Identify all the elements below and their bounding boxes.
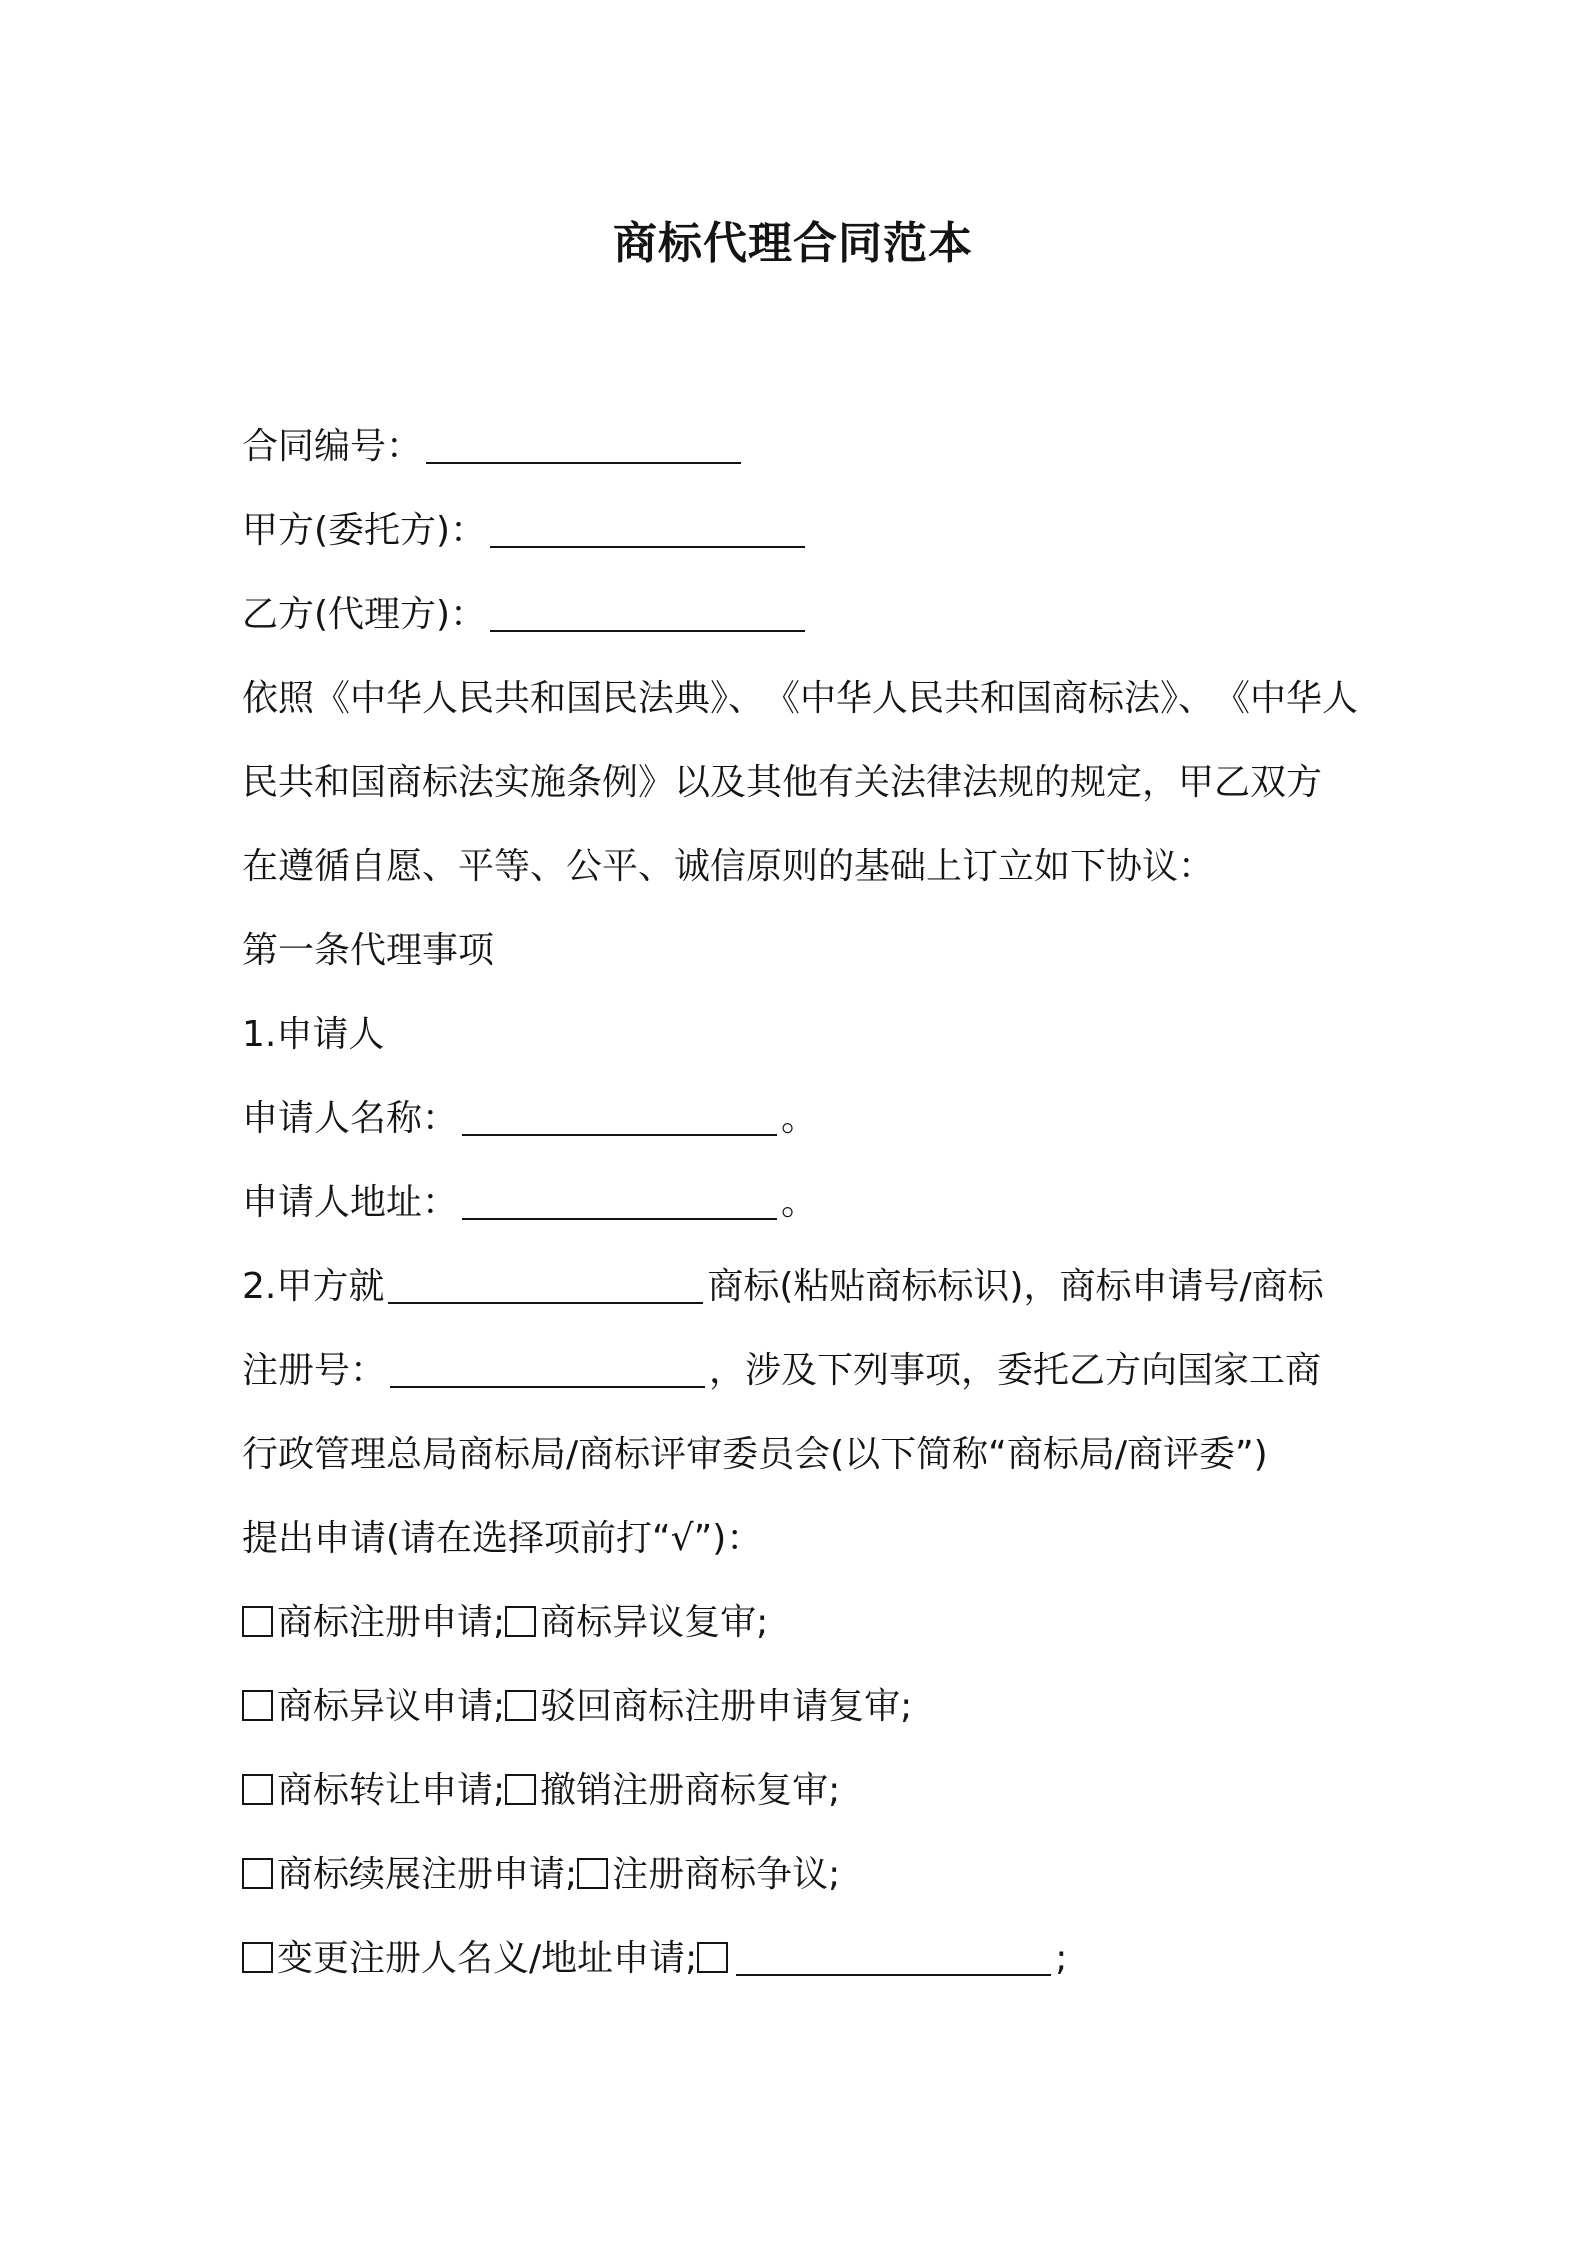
- option-label: 撤销注册商标复审;: [540, 1770, 841, 1811]
- option-label: 商标注册申请;: [277, 1602, 506, 1643]
- party-b-label: 乙方(代理方)：: [242, 594, 487, 635]
- option-row: [242, 1833, 1352, 1917]
- preamble-text: 《中华人民共和国商标法》、: [764, 678, 1215, 719]
- option-row: [242, 1581, 1352, 1665]
- preamble-text: 依照《中华人民共和国民法典》、: [242, 678, 765, 719]
- item-2-line-4: 提出申请(请在选择项前打“√”)：: [242, 1518, 763, 1559]
- option-label: ;: [1055, 1938, 1068, 1979]
- preamble-text: 民共和国商标法实施条例》以及其他有关法律法规的规定，甲乙双方: [242, 762, 1323, 803]
- contract-body: [242, 405, 1359, 2001]
- item-2-line-1: 2.甲方就 商标(粘贴商标标识)，商标申请号/商标: [242, 1245, 1352, 1329]
- party-b-blank[interactable]: [490, 590, 805, 632]
- party-b-line: [242, 573, 1352, 657]
- page-title: 商标代理合同范本: [613, 218, 973, 269]
- checkbox-icon[interactable]: [505, 1774, 536, 1805]
- item-2-line-2: 注册号： ，涉及下列事项，委托乙方向国家工商: [242, 1329, 1352, 1413]
- checkbox-icon[interactable]: [242, 1690, 273, 1721]
- checkbox-icon[interactable]: [577, 1858, 608, 1889]
- registration-number-blank[interactable]: [390, 1346, 705, 1388]
- applicant-address-blank[interactable]: [462, 1178, 777, 1220]
- applicant-name-line: 申请人名称： 。: [242, 1077, 1352, 1161]
- checkbox-icon[interactable]: [505, 1690, 536, 1721]
- option-label: 注册商标争议;: [612, 1854, 841, 1895]
- item-2-line-3: 行政管理总局商标局/商标评审委员会(以下简称“商标局/商评委”): [242, 1434, 1268, 1475]
- contract-number-label: 合同编号：: [242, 426, 423, 467]
- checkbox-icon[interactable]: [242, 1774, 273, 1805]
- option-row: [242, 1665, 1352, 1749]
- preamble-text: 《中华人: [1214, 678, 1359, 719]
- article-1-subheading: 1.申请人: [242, 1014, 385, 1055]
- preamble-line-3: [242, 825, 1352, 909]
- article-1-heading: 第一条代理事项: [242, 930, 495, 971]
- other-option-blank[interactable]: [736, 1934, 1051, 1976]
- option-label: 商标异议复审;: [540, 1602, 769, 1643]
- option-label: 变更注册人名义/地址申请;: [277, 1938, 698, 1979]
- option-row: [242, 1749, 1352, 1833]
- checkbox-icon[interactable]: [242, 1858, 273, 1889]
- applicant-name-label: 申请人名称：: [242, 1098, 459, 1139]
- applicant-address-label: 申请人地址：: [242, 1182, 459, 1223]
- option-label: 商标续展注册申请;: [277, 1854, 578, 1895]
- preamble-text: 在遵循自愿、平等、公平、诚信原则的基础上订立如下协议：: [242, 846, 1215, 887]
- preamble-line-1: [242, 657, 1359, 741]
- checkbox-icon[interactable]: [242, 1606, 273, 1637]
- applicant-address-line: 申请人地址： 。: [242, 1161, 1352, 1245]
- checkbox-icon[interactable]: [697, 1942, 728, 1973]
- option-label: 商标异议申请;: [277, 1686, 506, 1727]
- trademark-name-blank[interactable]: [388, 1262, 703, 1304]
- preamble-line-2: [242, 741, 1352, 825]
- party-a-line: [242, 489, 1352, 573]
- contract-number-blank[interactable]: [426, 422, 741, 464]
- contract-number-line: [242, 405, 1352, 489]
- checkbox-icon[interactable]: [242, 1942, 273, 1973]
- party-a-label: 甲方(委托方)：: [242, 510, 487, 551]
- checkbox-icon[interactable]: [505, 1606, 536, 1637]
- option-row: [242, 1917, 1352, 2001]
- option-label: 驳回商标注册申请复审;: [540, 1686, 913, 1727]
- applicant-name-blank[interactable]: [462, 1094, 777, 1136]
- party-a-blank[interactable]: [490, 506, 805, 548]
- option-label: 商标转让申请;: [277, 1770, 506, 1811]
